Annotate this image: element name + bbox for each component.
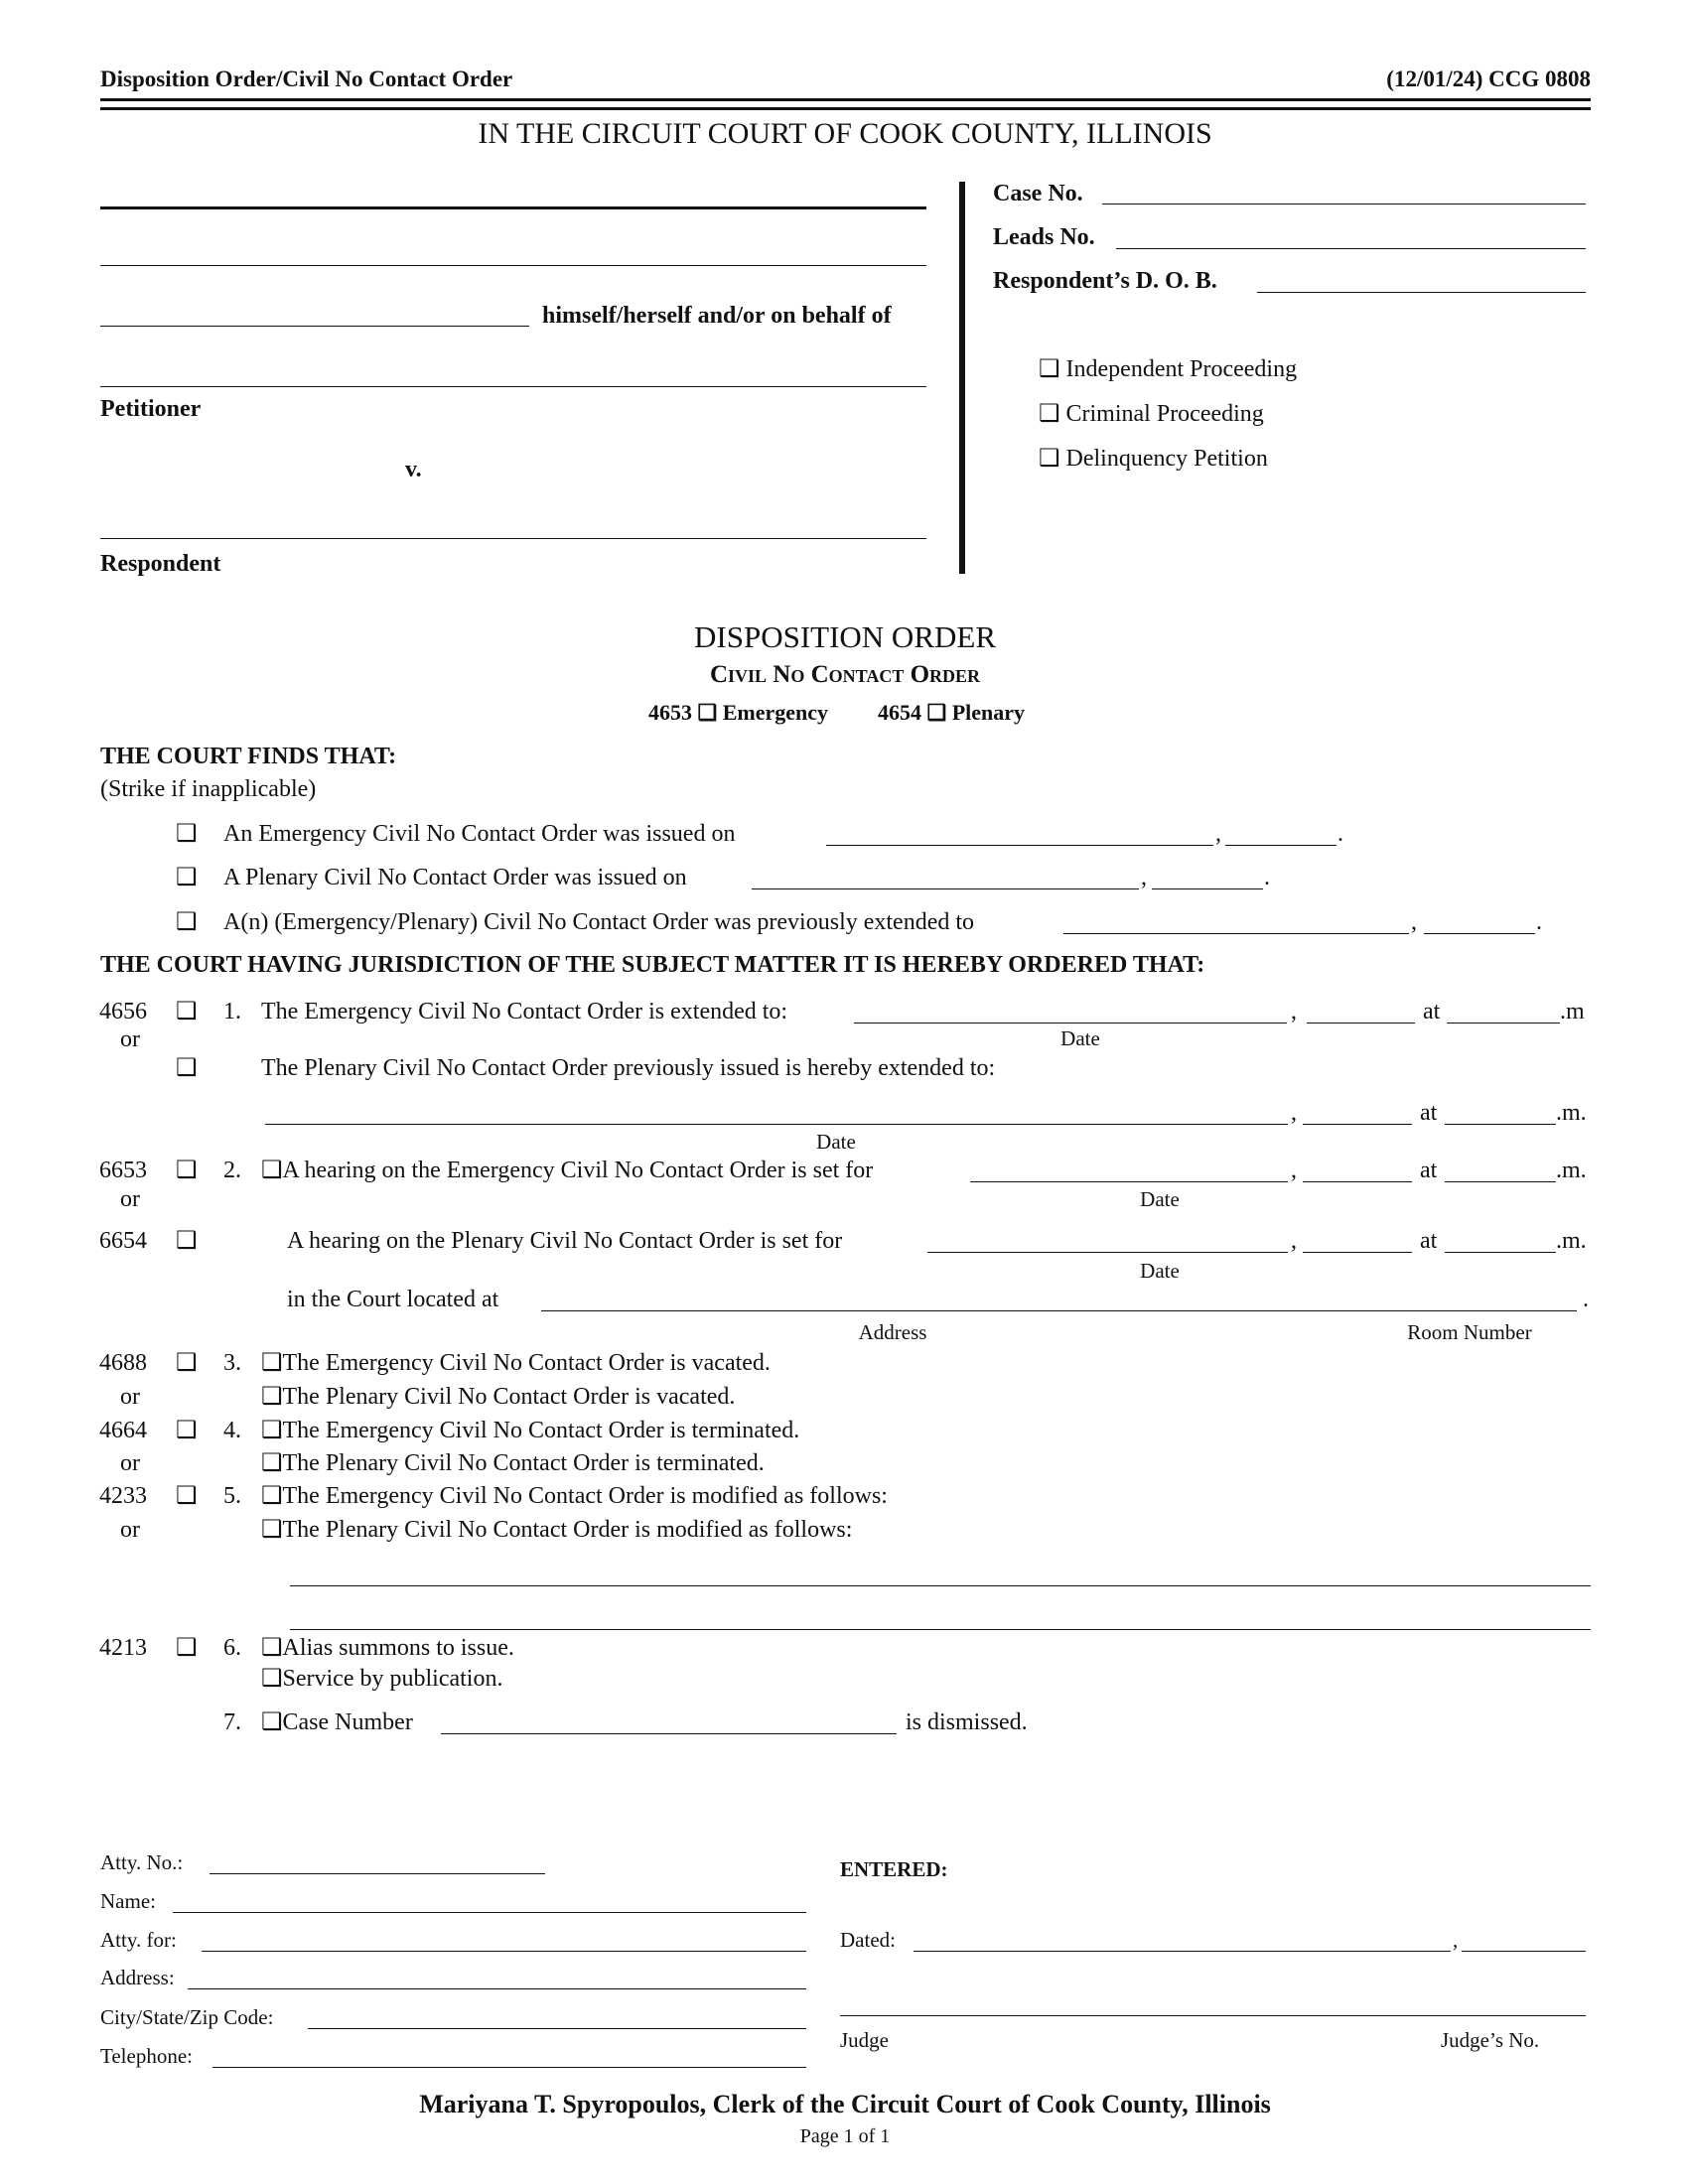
time-field[interactable] bbox=[1447, 1023, 1560, 1024]
comma: , bbox=[1141, 865, 1147, 890]
dated-year-field[interactable] bbox=[1462, 1951, 1586, 1952]
checkbox-icon[interactable]: ❑ bbox=[926, 700, 947, 725]
independent-proceeding-option[interactable] bbox=[1039, 355, 1297, 383]
item-number: 7. bbox=[223, 1709, 241, 1735]
leads-no-field[interactable] bbox=[1116, 248, 1586, 249]
order-code: 6653 bbox=[99, 1158, 147, 1183]
date-field[interactable] bbox=[1063, 933, 1409, 934]
page-number: Page 1 of 1 bbox=[799, 2125, 891, 2147]
order-code: 4233 bbox=[99, 1483, 147, 1509]
item3-emergency[interactable] bbox=[261, 1349, 771, 1377]
item-text: The Emergency Civil No Contact Order is terminated. bbox=[282, 1418, 800, 1443]
respondent-label: Respondent bbox=[100, 551, 221, 577]
room-number-caption: Room Number bbox=[1407, 1320, 1532, 1344]
year-field[interactable] bbox=[1424, 933, 1535, 934]
code: 4654 bbox=[878, 700, 921, 725]
findings-note: (Strike if inapplicable) bbox=[100, 776, 317, 802]
year-field[interactable] bbox=[1303, 1181, 1412, 1182]
year-field[interactable] bbox=[1303, 1124, 1412, 1125]
telephone-field[interactable] bbox=[212, 2067, 806, 2068]
item4-emergency[interactable] bbox=[261, 1417, 799, 1444]
checkbox-icon[interactable]: ❑ bbox=[261, 1635, 283, 1661]
form-title: Disposition Order/Civil No Contact Order bbox=[100, 67, 513, 91]
period: . bbox=[1583, 1287, 1589, 1312]
m-label: .m. bbox=[1556, 1228, 1587, 1254]
findings-heading: THE COURT FINDS THAT: bbox=[100, 744, 397, 769]
behalf-text: himself/herself and/or on behalf of bbox=[542, 303, 892, 329]
checkbox-icon[interactable]: ❑ bbox=[176, 821, 198, 847]
item3-plenary[interactable] bbox=[261, 1383, 735, 1411]
or-label: or bbox=[120, 1026, 140, 1052]
petitioner-label: Petitioner bbox=[100, 396, 202, 422]
checkbox-icon[interactable]: ❑ bbox=[1039, 356, 1060, 382]
dob-field[interactable] bbox=[1257, 292, 1586, 293]
date-field[interactable] bbox=[826, 845, 1213, 846]
at-label: at bbox=[1423, 999, 1441, 1024]
item-text: The Plenary Civil No Contact Order is modified as follows: bbox=[282, 1517, 853, 1543]
item-number: 1. bbox=[223, 999, 241, 1024]
checkbox-icon[interactable]: ❑ bbox=[261, 1158, 283, 1183]
party-line-4[interactable] bbox=[100, 386, 926, 387]
at-label: at bbox=[1420, 1158, 1438, 1183]
party-line-1[interactable] bbox=[100, 206, 926, 209]
clerk-footer: Mariyana T. Spyropoulos, Clerk of the Circuit Court of Cook County, Illinois bbox=[419, 2090, 1271, 2118]
m-label: .m bbox=[1560, 999, 1585, 1024]
code: 4653 bbox=[648, 700, 692, 725]
respondent-line[interactable] bbox=[100, 538, 926, 539]
checkbox-icon[interactable]: ❑ bbox=[176, 1418, 198, 1443]
comma: , bbox=[1453, 1928, 1459, 1952]
date-field[interactable] bbox=[265, 1124, 1288, 1125]
item2-emergency[interactable] bbox=[261, 1157, 873, 1184]
dismissed-text: is dismissed. bbox=[906, 1709, 1028, 1735]
leads-no-label: Leads No. bbox=[993, 224, 1095, 250]
item-number: 5. bbox=[223, 1483, 241, 1509]
checkbox-icon[interactable]: ❑ bbox=[261, 1418, 283, 1443]
attorney-address-field[interactable] bbox=[188, 1988, 806, 1989]
item-number: 4. bbox=[223, 1418, 241, 1443]
order-title: DISPOSITION ORDER bbox=[694, 619, 996, 654]
period: . bbox=[1264, 865, 1270, 890]
dob-label: Respondent’s D. O. B. bbox=[993, 268, 1217, 294]
item-text: The Plenary Civil No Contact Order is vacated. bbox=[282, 1384, 736, 1410]
comma: , bbox=[1215, 821, 1221, 847]
checkbox-icon[interactable]: ❑ bbox=[176, 865, 198, 890]
finding-plenary-issued: A Plenary Civil No Contact Order was issued on bbox=[223, 865, 687, 890]
item6-service-publication[interactable] bbox=[261, 1665, 502, 1693]
checkbox-icon[interactable]: ❑ bbox=[176, 1055, 198, 1081]
emergency-option[interactable] bbox=[648, 699, 828, 727]
order-code: 4688 bbox=[99, 1350, 147, 1376]
address-caption: Address bbox=[858, 1320, 927, 1344]
order-code: 6654 bbox=[99, 1228, 147, 1254]
item-number: 2. bbox=[223, 1158, 241, 1183]
or-label: or bbox=[120, 1450, 140, 1476]
option-label: Criminal Proceeding bbox=[1065, 401, 1264, 427]
or-label: or bbox=[120, 1517, 140, 1543]
party-line-2[interactable] bbox=[100, 265, 926, 266]
item-text: Alias summons to issue. bbox=[282, 1635, 514, 1661]
order-code: 4656 bbox=[99, 999, 147, 1024]
period: . bbox=[1337, 821, 1343, 847]
judge-label: Judge bbox=[840, 2028, 889, 2052]
date-field[interactable] bbox=[752, 888, 1139, 889]
at-label: at bbox=[1420, 1100, 1438, 1126]
date-field[interactable] bbox=[854, 1023, 1287, 1024]
checkbox-icon[interactable]: ❑ bbox=[261, 1384, 283, 1410]
court-title: IN THE CIRCUIT COURT OF COOK COUNTY, ILLINOIS bbox=[478, 117, 1212, 150]
name-field[interactable] bbox=[173, 1912, 806, 1913]
form-code: (12/01/24) CCG 0808 bbox=[1386, 67, 1591, 91]
item-text: Service by publication. bbox=[282, 1666, 503, 1692]
party-line-3[interactable] bbox=[100, 326, 529, 327]
time-field[interactable] bbox=[1445, 1181, 1556, 1182]
item-number: 6. bbox=[223, 1635, 241, 1661]
criminal-proceeding-option[interactable] bbox=[1039, 400, 1264, 428]
item-text: The Emergency Civil No Contact Order is modified as follows: bbox=[282, 1483, 888, 1509]
checkbox-icon[interactable]: ❑ bbox=[176, 1158, 198, 1183]
item-number: 3. bbox=[223, 1350, 241, 1376]
item-text: The Plenary Civil No Contact Order is terminated. bbox=[282, 1450, 765, 1476]
finding-previously-extended: A(n) (Emergency/Plenary) Civil No Contact Order was previously extended to bbox=[223, 909, 975, 935]
item-text: The Emergency Civil No Contact Order is vacated. bbox=[282, 1350, 771, 1376]
time-field[interactable] bbox=[1445, 1252, 1556, 1253]
item1-plenary-text: The Plenary Civil No Contact Order previously issued is hereby extended to: bbox=[261, 1055, 996, 1081]
case-no-label: Case No. bbox=[993, 181, 1083, 206]
or-label: or bbox=[120, 1384, 140, 1410]
or-label: or bbox=[120, 1186, 140, 1212]
item7-case-dismissed[interactable] bbox=[261, 1708, 413, 1736]
item5-emergency[interactable] bbox=[261, 1482, 888, 1510]
date-caption: Date bbox=[1060, 1026, 1100, 1050]
year-field[interactable] bbox=[1307, 1023, 1415, 1024]
checkbox-icon[interactable]: ❑ bbox=[261, 1517, 283, 1543]
order-subtitle: Civil No Contact Order bbox=[709, 661, 981, 688]
checkbox-icon[interactable]: ❑ bbox=[261, 1350, 283, 1376]
date-field[interactable] bbox=[970, 1181, 1288, 1182]
checkbox-icon[interactable]: ❑ bbox=[176, 1635, 198, 1661]
option-label: Independent Proceeding bbox=[1065, 356, 1298, 382]
date-field[interactable] bbox=[927, 1252, 1288, 1253]
m-label: .m. bbox=[1556, 1100, 1587, 1126]
entered-label: ENTERED: bbox=[840, 1857, 948, 1881]
city-state-zip-label: City/State/Zip Code: bbox=[100, 2005, 274, 2029]
caption-divider bbox=[959, 182, 965, 574]
checkbox-icon[interactable]: ❑ bbox=[261, 1666, 283, 1692]
comma: , bbox=[1291, 1100, 1297, 1126]
dated-label: Dated: bbox=[840, 1928, 896, 1952]
name-label: Name: bbox=[100, 1889, 156, 1913]
comma: , bbox=[1411, 909, 1417, 935]
item6-alias-summons[interactable] bbox=[261, 1634, 514, 1662]
item1-emergency-text: The Emergency Civil No Contact Order is extended to: bbox=[261, 999, 788, 1024]
case-no-field[interactable] bbox=[1102, 204, 1586, 205]
checkbox-icon[interactable]: ❑ bbox=[261, 1709, 283, 1735]
comma: , bbox=[1291, 999, 1297, 1024]
checkbox-icon[interactable]: ❑ bbox=[176, 1483, 198, 1509]
atty-for-field[interactable] bbox=[202, 1951, 806, 1952]
option-label: Delinquency Petition bbox=[1065, 446, 1268, 472]
case-number-field[interactable] bbox=[441, 1733, 897, 1734]
checkbox-icon[interactable]: ❑ bbox=[176, 909, 198, 935]
telephone-label: Telephone: bbox=[100, 2044, 193, 2068]
at-label: at bbox=[1420, 1228, 1438, 1254]
checkbox-icon[interactable]: ❑ bbox=[261, 1450, 283, 1476]
delinquency-petition-option[interactable] bbox=[1039, 445, 1268, 473]
location-label: in the Court located at bbox=[287, 1287, 499, 1312]
time-field[interactable] bbox=[1445, 1124, 1556, 1125]
date-caption: Date bbox=[816, 1130, 856, 1154]
date-caption: Date bbox=[1140, 1259, 1180, 1283]
item2-plenary-text: A hearing on the Plenary Civil No Contact Order is set for bbox=[287, 1228, 843, 1254]
ordered-heading: THE COURT HAVING JURISDICTION OF THE SUBJECT MATTER IT IS HEREBY ORDERED THAT: bbox=[100, 952, 1205, 978]
checkbox-icon[interactable]: ❑ bbox=[261, 1483, 283, 1509]
period: . bbox=[1536, 909, 1542, 935]
item5-plenary[interactable] bbox=[261, 1516, 852, 1544]
checkbox-icon[interactable]: ❑ bbox=[1039, 446, 1060, 472]
finding-emergency-issued: An Emergency Civil No Contact Order was issued on bbox=[223, 821, 736, 847]
option-label: Emergency bbox=[722, 700, 829, 725]
order-code: 4213 bbox=[99, 1635, 147, 1661]
year-field[interactable] bbox=[1303, 1252, 1412, 1253]
checkbox-icon[interactable]: ❑ bbox=[176, 999, 198, 1024]
judge-signature-line[interactable] bbox=[840, 2015, 1586, 2016]
item-text: Case Number bbox=[282, 1709, 413, 1735]
atty-no-label: Atty. No.: bbox=[100, 1850, 184, 1874]
year-field[interactable] bbox=[1225, 845, 1336, 846]
versus-label: v. bbox=[405, 457, 422, 482]
checkbox-icon[interactable]: ❑ bbox=[176, 1350, 198, 1376]
atty-for-label: Atty. for: bbox=[100, 1928, 177, 1952]
item-text: A hearing on the Emergency Civil No Contact Order is set for bbox=[282, 1158, 874, 1183]
year-field[interactable] bbox=[1152, 888, 1263, 889]
checkbox-icon[interactable]: ❑ bbox=[697, 700, 718, 725]
header-rule-bottom bbox=[100, 107, 1591, 110]
comma: , bbox=[1291, 1228, 1297, 1254]
atty-no-field[interactable] bbox=[210, 1873, 545, 1874]
modification-line-1[interactable] bbox=[290, 1585, 1591, 1586]
address-field[interactable] bbox=[541, 1310, 1577, 1311]
m-label: .m. bbox=[1556, 1158, 1587, 1183]
option-label: Plenary bbox=[951, 700, 1026, 725]
checkbox-icon[interactable]: ❑ bbox=[176, 1228, 198, 1254]
date-caption: Date bbox=[1140, 1187, 1180, 1211]
address-label: Address: bbox=[100, 1966, 175, 1989]
comma: , bbox=[1291, 1158, 1297, 1183]
dated-field[interactable] bbox=[914, 1951, 1451, 1952]
checkbox-icon[interactable]: ❑ bbox=[1039, 401, 1060, 427]
plenary-option[interactable] bbox=[878, 699, 1025, 727]
order-code: 4664 bbox=[99, 1418, 147, 1443]
item4-plenary[interactable] bbox=[261, 1449, 765, 1477]
judge-no-label: Judge’s No. bbox=[1441, 2028, 1540, 2052]
modification-line-2[interactable] bbox=[290, 1629, 1591, 1630]
header-rule-top bbox=[100, 98, 1591, 101]
city-state-zip-field[interactable] bbox=[308, 2028, 806, 2029]
